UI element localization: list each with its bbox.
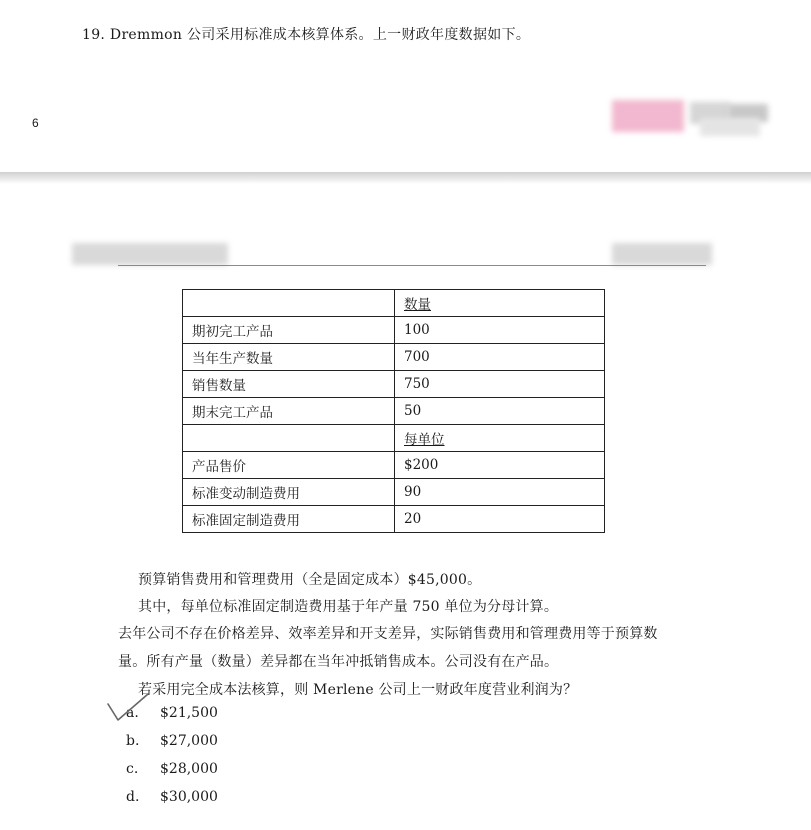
check-mark-icon [104, 690, 152, 726]
row-label: 期末完工产品 [183, 398, 395, 425]
redacted-header-left [72, 243, 228, 265]
table-row [183, 371, 605, 398]
table-cell [183, 290, 395, 317]
column-header-quantity: 数量 [395, 290, 605, 317]
paragraph-denominator: 其中，每单位标准固定制造费用基于年产量 750 单位为分母计算。 [138, 599, 559, 615]
redacted-header-right [612, 243, 712, 265]
option-letter: d. [126, 789, 140, 805]
question-title: 19. Dremmon 公司采用标准成本核算体系。上一财政年度数据如下。 [82, 27, 531, 43]
row-label: 期初完工产品 [183, 317, 395, 344]
table-row [183, 506, 605, 533]
row-value: 20 [395, 506, 605, 533]
data-table [182, 289, 605, 533]
row-value: 700 [395, 344, 605, 371]
page-number: 6 [32, 116, 39, 130]
row-label: 当年生产数量 [183, 344, 395, 371]
paragraph-variances: 去年公司不存在价格差异、效率差异和开支差异，实际销售费用和管理费用等于预算数 [118, 626, 658, 642]
header-rule [118, 265, 706, 266]
table-row [183, 344, 605, 371]
redacted-watermark [612, 100, 684, 132]
row-value: $200 [395, 452, 605, 479]
option-d [126, 789, 218, 805]
redacted-watermark [700, 118, 760, 136]
row-label: 标准固定制造费用 [183, 506, 395, 533]
row-label: 产品售价 [183, 452, 395, 479]
table-row [183, 452, 605, 479]
option-letter: c. [126, 761, 139, 777]
option-value: $27,000 [160, 733, 218, 749]
option-value: $30,000 [160, 789, 218, 805]
row-label: 销售数量 [183, 371, 395, 398]
row-value: 90 [395, 479, 605, 506]
table-header-row [183, 290, 605, 317]
row-value: 100 [395, 317, 605, 344]
paragraph-variances-cont: 量。所有产量（数量）差异都在当年冲抵销售成本。公司没有在产品。 [118, 654, 559, 670]
option-letter: b. [126, 733, 140, 749]
paragraph-budget: 预算销售费用和管理费用（全是固定成本）$45,000。 [138, 572, 482, 588]
table-header-row [183, 425, 605, 452]
option-b [126, 733, 218, 749]
table-row [183, 479, 605, 506]
option-letter: a. [126, 705, 139, 721]
row-value: 50 [395, 398, 605, 425]
question-prompt: 若采用完全成本法核算，则 Merlene 公司上一财政年度营业利润为？ [138, 682, 578, 698]
table-cell [183, 425, 395, 452]
row-label: 标准变动制造费用 [183, 479, 395, 506]
row-value: 750 [395, 371, 605, 398]
option-c [126, 761, 218, 777]
column-header-per-unit: 每单位 [395, 425, 605, 452]
table-row [183, 317, 605, 344]
table-row [183, 398, 605, 425]
option-value: $28,000 [160, 761, 218, 777]
option-value: $21,500 [160, 705, 218, 721]
page-break-divider [0, 172, 811, 184]
